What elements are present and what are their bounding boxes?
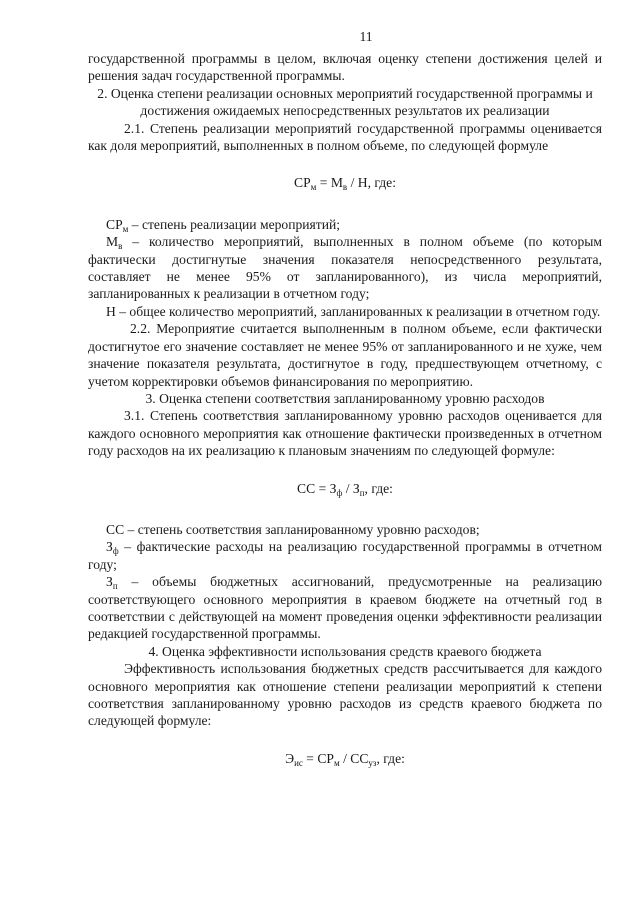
- formula-tail: , где:: [376, 750, 405, 766]
- definition-text: – степень реализации мероприятий;: [128, 216, 341, 232]
- definition-text: – объемы бюджетных ассигнований, предусмотренные на реализацию соответствующего основного мероприятия в краевом бюджете на отчетный год в соответствии с действующей на момент проведения оценки эффективности реализации редакцией государственной программы.: [88, 574, 602, 642]
- definition-mv: [88, 233, 602, 303]
- definition-subscript: м: [122, 223, 129, 234]
- definition-zp: [88, 573, 602, 643]
- definition-srm: [88, 216, 602, 233]
- definition-text: – количество мероприятий, выполненных в полном объеме (по которым фактически достигнутые значения показателя непосредственного результата, составляет не менее 95% от запланированного), из числа мероприятий, запланированных к реализации в отчетном году;: [88, 234, 602, 302]
- formula-symbol: СР: [317, 750, 334, 766]
- paragraph-2-1: 2.1. Степень реализации мероприятий государственной программы оценивается как доля мероприятий, выполненных в полном объеме, по следующей формуле: [88, 120, 602, 154]
- formula-subscript: в: [342, 182, 348, 193]
- formula-operator: /: [339, 750, 351, 766]
- paragraph-4: Эффективность использования бюджетных средств рассчитывается для каждого основного мероприятия как отношение степени реализации мероприятий к степени соответствия запланированному уровню расходов из средств краевого бюджета по следующей формуле:: [88, 661, 602, 729]
- section-4-heading: 4. Оценка эффективности использования средств краевого бюджета: [148, 643, 542, 659]
- formula-subscript: п: [359, 487, 365, 498]
- definition-ss: СС – степень соответствия запланированному уровню расходов;: [106, 521, 480, 537]
- formula-symbol: СС: [297, 480, 316, 496]
- definition-symbol: СР: [106, 216, 123, 232]
- definition-symbol: З: [106, 539, 113, 555]
- definition-symbol: М: [106, 234, 119, 250]
- formula-symbol: Э: [285, 750, 295, 766]
- section-2-heading: 2. Оценка степени реализации основных мероприятий государственной программы и достижения ожидаемых непосредственных результатов их реализации: [97, 85, 593, 119]
- formula-tail: , где:: [364, 480, 393, 496]
- formula-symbol: СР: [294, 175, 311, 191]
- definition-subscript: п: [112, 581, 118, 592]
- formula-subscript: уз: [368, 757, 377, 768]
- definition-symbol: З: [106, 574, 113, 590]
- document-page: [88, 28, 602, 767]
- formula-subscript: м: [334, 757, 340, 768]
- section-3-heading: 3. Оценка степени соответствия запланированному уровню расходов: [145, 390, 545, 406]
- formula-operator: =: [302, 750, 318, 766]
- formula-srm: [88, 174, 602, 191]
- formula-eis: [88, 750, 602, 767]
- formula-ss: [88, 480, 602, 497]
- definition-subscript: в: [118, 241, 123, 252]
- formula-operator: /: [342, 480, 353, 496]
- formula-symbol: З: [329, 480, 337, 496]
- formula-symbol: З: [352, 480, 360, 496]
- formula-symbol: СС: [350, 750, 369, 766]
- definition-n: Н – общее количество мероприятий, запланированных к реализации в отчетном году.: [106, 303, 601, 319]
- definition-subscript: ф: [112, 546, 119, 557]
- page-number: 11: [359, 29, 373, 44]
- formula-operator: =: [316, 175, 331, 191]
- intro-paragraph: государственной программы в целом, включая оценку степени достижения целей и решения задач государственной программы.: [88, 51, 602, 84]
- formula-subscript: м: [310, 182, 317, 193]
- formula-symbol: М: [330, 175, 343, 191]
- definition-zf: [88, 538, 602, 573]
- formula-operator: =: [315, 480, 330, 496]
- formula-tail: / Н, где:: [347, 175, 396, 191]
- definition-text: – фактические расходы на реализацию государственной программы в отчетном году;: [88, 539, 602, 572]
- paragraph-3-1: 3.1. Степень соответствия запланированному уровню расходов оценивается для каждого основного мероприятия как отношение фактически произведенных в отчетном году расходов на их реализацию к плановым значениям по следующей формуле:: [88, 408, 602, 459]
- paragraph-2-2: 2.2. Мероприятие считается выполненным в полном объеме, если фактически достигнутое его значение составляет не менее 95% от запланированного и не хуже, чем значение показателя результата, достигнутое в году, предшествующем отчетному, с учетом корректировки объемов финансирования по мероприятию.: [88, 321, 602, 389]
- formula-subscript: ис: [294, 757, 303, 768]
- formula-subscript: ф: [336, 487, 343, 498]
